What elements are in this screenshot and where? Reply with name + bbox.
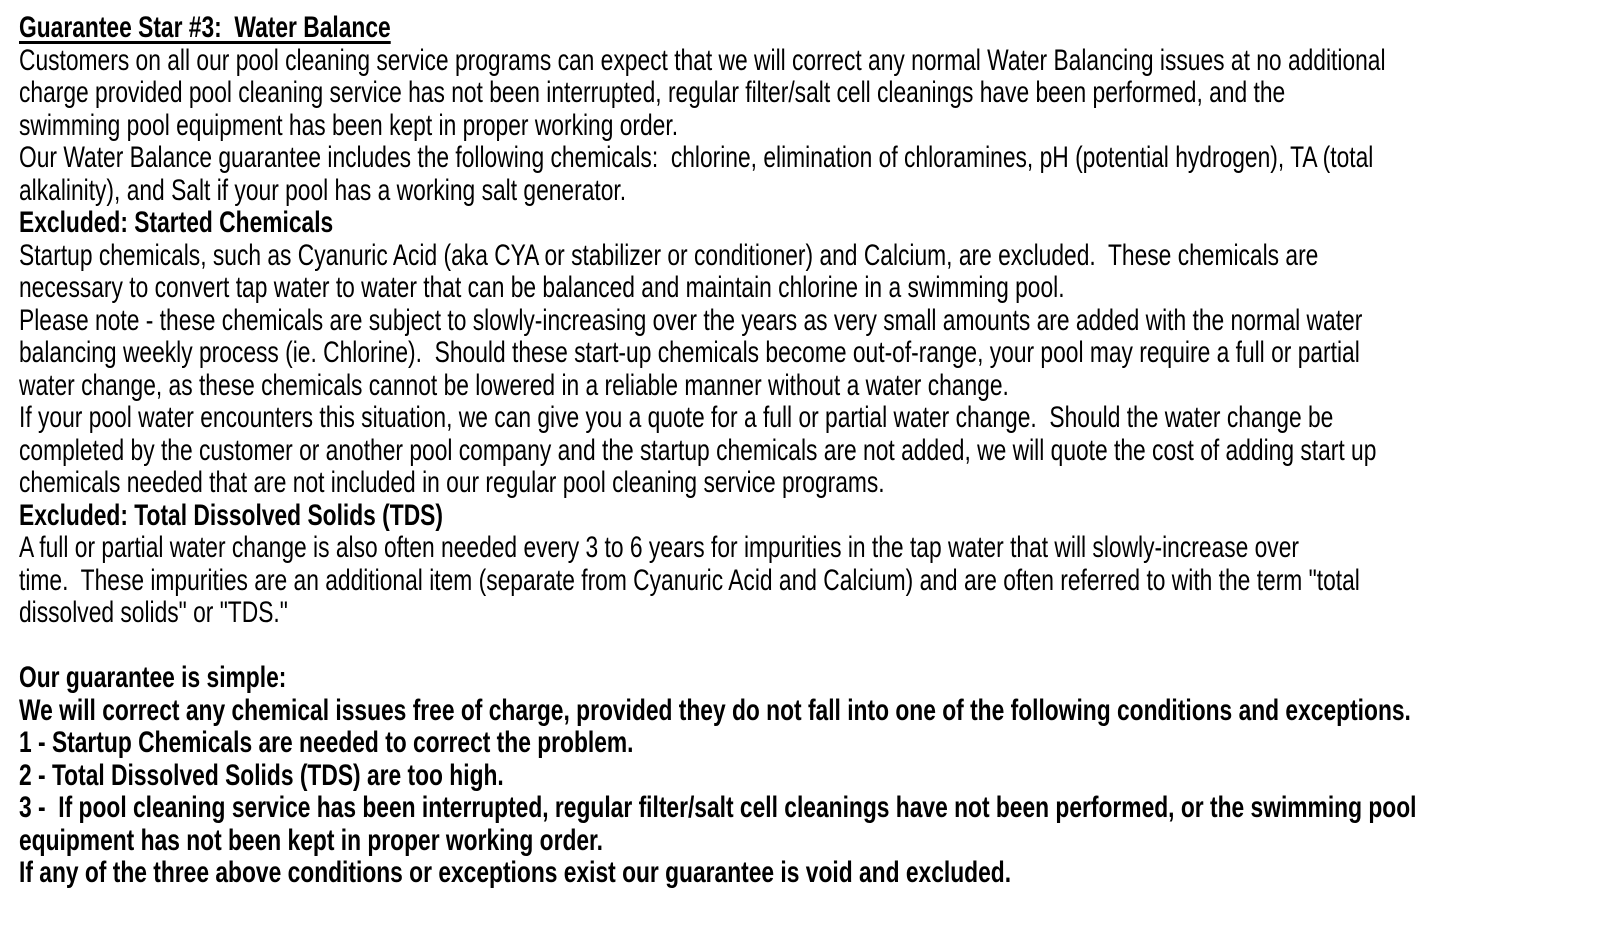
text-line: water change, as these chemicals cannot be lowered in a reliable manner without a water change.	[19, 368, 1009, 402]
section-heading-tds: Excluded: Total Dissolved Solids (TDS)	[19, 498, 443, 532]
void-statement: If any of the three above conditions or exceptions exist our guarantee is void and excluded.	[19, 856, 1012, 889]
condition-1: 1 - Startup Chemicals are needed to correct the problem.	[19, 726, 634, 759]
text-line: dissolved solids" or "TDS."	[19, 596, 288, 629]
blank-line	[19, 630, 1221, 663]
text-line: swimming pool equipment has been kept in proper working order.	[19, 108, 679, 142]
text-line: Please note - these chemicals are subject to slowly-increasing over the years as very small amounts are added with the normal water	[19, 303, 1363, 337]
document-title	[19, 12, 1221, 45]
condition-2: 2 - Total Dissolved Solids (TDS) are too high.	[19, 758, 504, 792]
text-line: balancing weekly process (ie. Chlorine). Should these start-up chemicals become out-of-range, your pool may require a full or partial	[19, 336, 1360, 369]
text-line: charge provided pool cleaning service has not been interrupted, regular filter/salt cell cleanings have been performed, and the	[19, 76, 1286, 109]
text-line: A full or partial water change is also often needed every 3 to 6 years for impurities in the tap water that will slowly-increase over	[19, 531, 1299, 564]
text-line: Customers on all our pool cleaning service programs can expect that we will correct any normal Water Balancing issues at no additional	[19, 43, 1386, 77]
condition-3: 3 - If pool cleaning service has been interrupted, regular filter/salt cell cleanings have not been performed, or the swimming pool	[19, 791, 1417, 824]
text-line: If your pool water encounters this situation, we can give you a quote for a full or partial water change. Should the water change be	[19, 401, 1334, 434]
text-line: time. These impurities are an additional item (separate from Cyanuric Acid and Calcium) and are often referred to with the term "total	[19, 563, 1360, 597]
text-line: Our Water Balance guarantee includes the following chemicals: chlorine, elimination of chloramines, pH (potential hydrogen), TA (total	[19, 141, 1374, 174]
text-line: alkalinity), and Salt if your pool has a working salt generator.	[19, 173, 627, 207]
text-line: Startup chemicals, such as Cyanuric Acid (aka CYA or stabilizer or conditioner) and Calcium, are excluded. These chemicals are	[19, 238, 1319, 272]
document-title-text: Guarantee Star #3: Water Balance	[19, 11, 391, 44]
condition-3-continued: equipment has not been kept in proper working order.	[19, 823, 604, 857]
guarantee-heading: Our guarantee is simple:	[19, 661, 287, 694]
text-line: chemicals needed that are not included in our regular pool cleaning service programs.	[19, 466, 885, 499]
text-line: necessary to convert tap water to water that can be balanced and maintain chlorine in a swimming pool.	[19, 271, 1065, 304]
section-heading-started-chemicals: Excluded: Started Chemicals	[19, 206, 334, 239]
text-line: completed by the customer or another pool company and the startup chemicals are not added, we will quote the cost of adding start up	[19, 433, 1377, 467]
guarantee-statement: We will correct any chemical issues free of charge, provided they do not fall into one of the following conditions and exceptions.	[19, 693, 1411, 727]
